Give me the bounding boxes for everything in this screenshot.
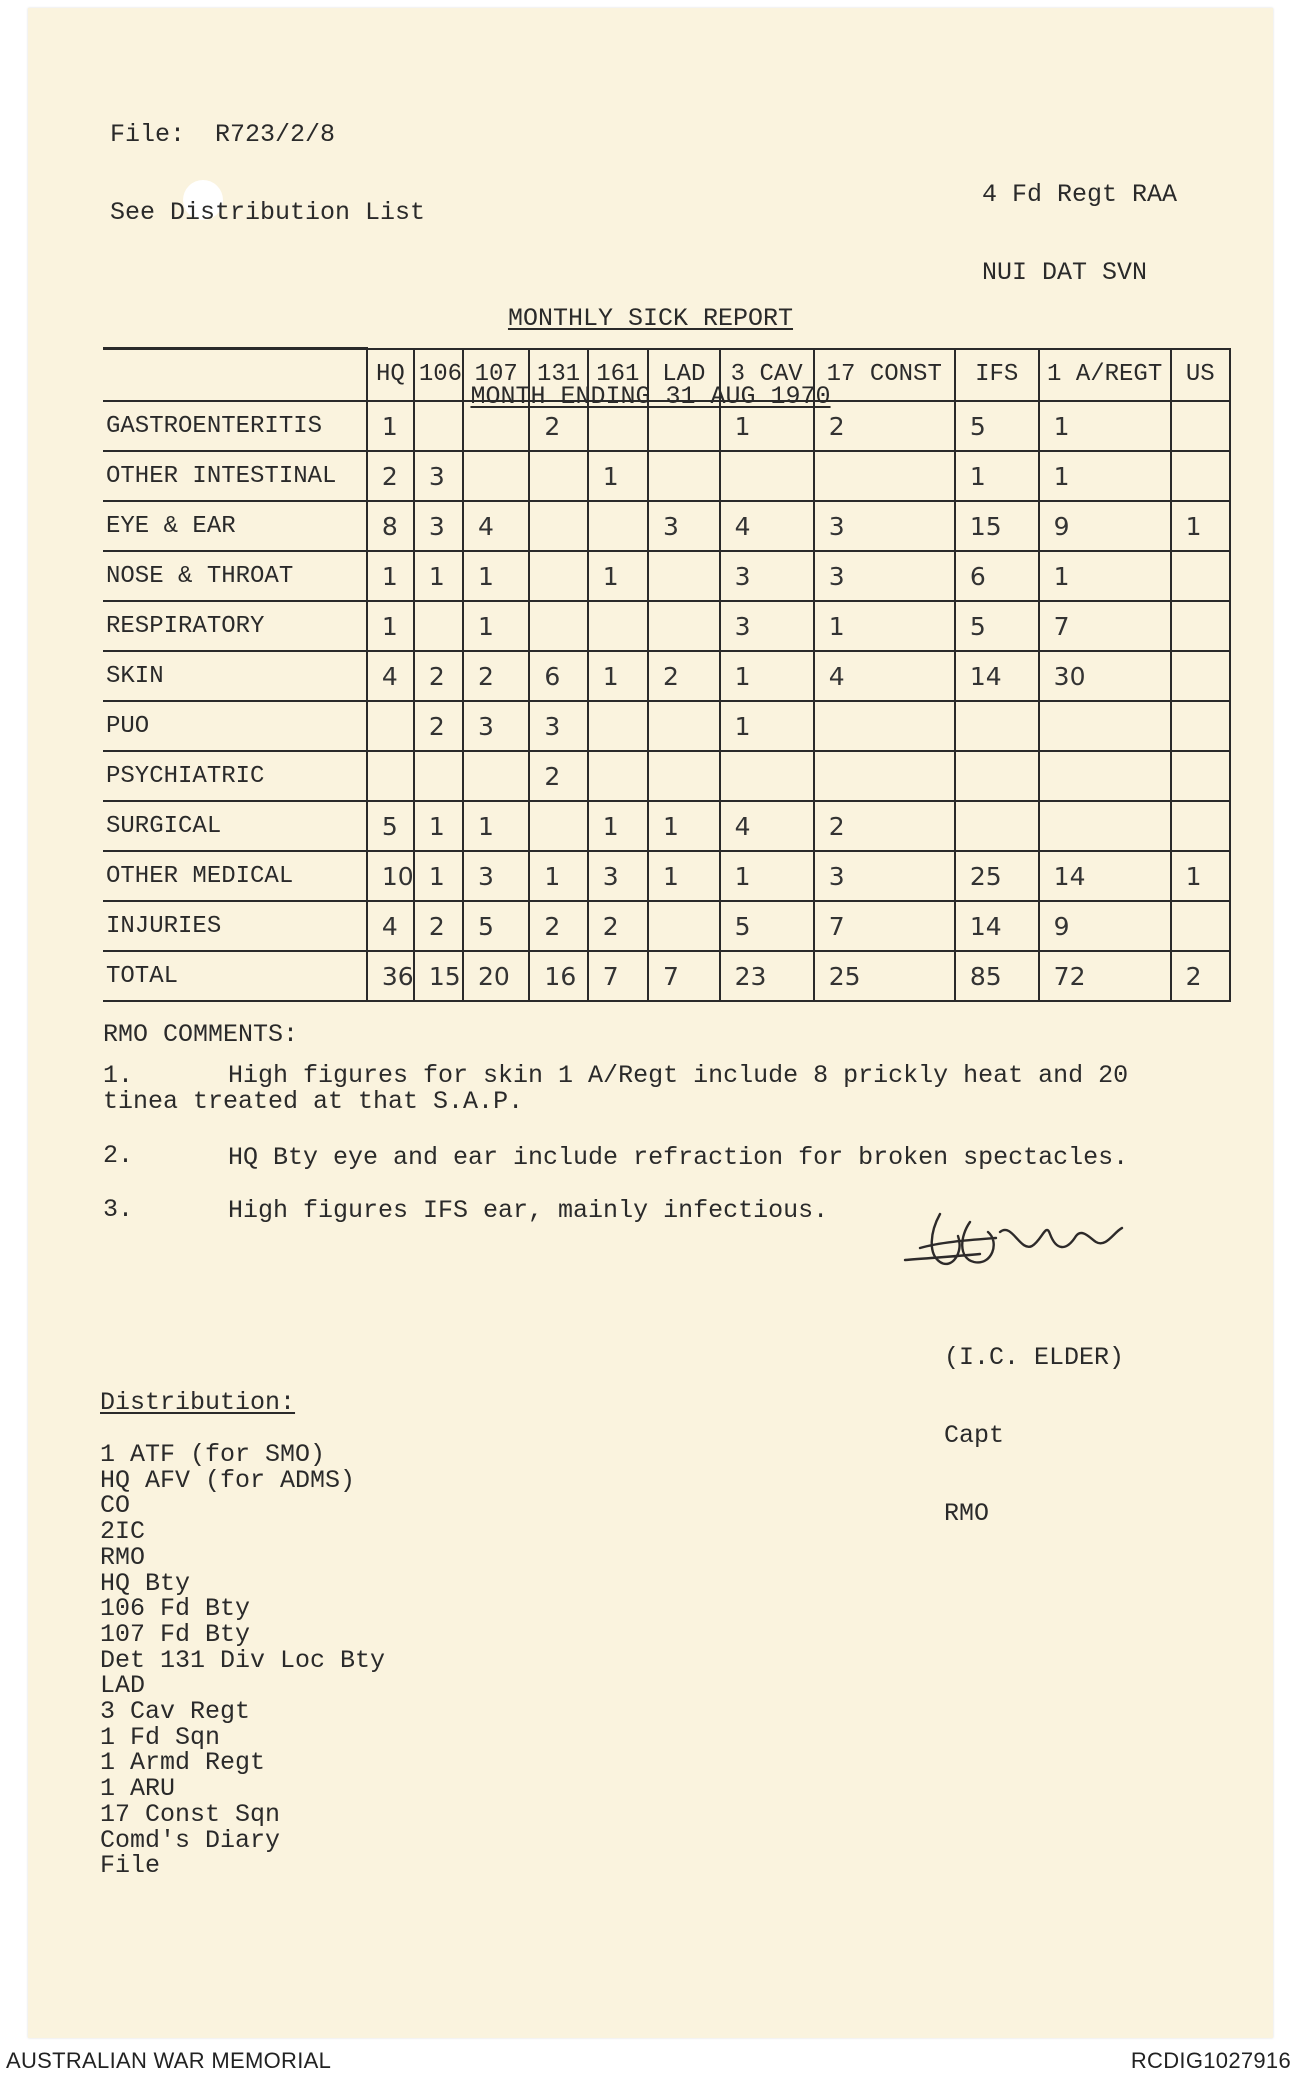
table-cell: 1 [720,401,814,451]
distribution-item: Comd's Diary [100,1825,281,1855]
table-cell [1171,751,1230,801]
table-cell [414,401,463,451]
table-cell: 2 [588,901,648,951]
comment-2-number: 2. [103,1141,134,1170]
distribution-item: 1 ARU [100,1774,176,1804]
table-cell: 7 [1039,601,1171,651]
table-cell [367,701,414,751]
distribution-title: Distribution: [100,1388,296,1417]
table-cell: 72 [1039,951,1171,1001]
table-cell: 1 [1039,451,1171,501]
table-cell: 1 [588,451,648,501]
table-cell: 2 [529,751,587,801]
table-cell: 1 [814,601,955,651]
row-label: INJURIES [103,901,367,951]
table-row [103,451,1230,501]
table-cell: 20 [463,951,529,1001]
table-cell [955,701,1039,751]
table-cell: 2 [814,801,955,851]
distribution-item: CO [100,1491,131,1521]
signatory-rank: Capt [944,1421,1005,1450]
column-header: 3 CAV [720,349,814,402]
table-header-row [103,349,1230,402]
table-cell: 1 [648,851,720,901]
table-cell: 1 [720,701,814,751]
table-cell [1171,601,1230,651]
table-cell: 6 [955,551,1039,601]
table-cell: 1 [720,851,814,901]
table-cell: 25 [955,851,1039,901]
table-cell: 23 [720,951,814,1001]
table-cell: 1 [529,851,587,901]
row-label: RESPIRATORY [103,601,367,651]
row-label: EYE & EAR [103,501,367,551]
table-cell: 4 [367,651,414,701]
table-cell: 3 [463,851,529,901]
row-label: PSYCHIATRIC [103,751,367,801]
table-cell [588,701,648,751]
table-cell [720,751,814,801]
table-cell: 3 [588,851,648,901]
distribution-item: HQ Bty [100,1568,191,1598]
table-cell: 1 [463,551,529,601]
table-cell [529,551,587,601]
comment-1-text: High figures for skin 1 A/Regt include 8 prickly heat and 20 [228,1061,1129,1090]
table-cell: 8 [367,501,414,551]
table-cell [648,601,720,651]
distribution-item: HQ AFV (for ADMS) [100,1465,356,1495]
table-cell [1171,701,1230,751]
table-cell [1039,751,1171,801]
table-cell: 1 [588,551,648,601]
distribution-item: Det 131 Div Loc Bty [100,1645,386,1675]
table-cell: 5 [463,901,529,951]
table-cell: 1 [1171,501,1230,551]
table-cell [1171,801,1230,851]
table-cell: 5 [955,601,1039,651]
table-corner-cell [103,349,367,402]
table-cell [648,751,720,801]
table-row [103,801,1230,851]
table-cell: 3 [814,501,955,551]
row-label: GASTROENTERITIS [103,401,367,451]
table-cell: 2 [414,901,463,951]
table-cell: 1 [463,601,529,651]
table-cell: 1 [588,651,648,701]
table-cell [1171,451,1230,501]
table-cell [1171,901,1230,951]
table-cell: 15 [414,951,463,1001]
table-row [103,601,1230,651]
table-cell: 3 [814,551,955,601]
table-cell [648,551,720,601]
table-cell: 1 [955,451,1039,501]
distribution-item: 106 Fd Bty [100,1594,251,1624]
signatory-role: RMO [944,1499,990,1528]
table-cell: 1 [1171,851,1230,901]
table-cell [588,501,648,551]
archive-reference: RCDIG1027916 [1130,2048,1291,2073]
table-cell: 7 [814,901,955,951]
table-row [103,901,1230,951]
column-header: IFS [955,349,1039,402]
table-cell: 5 [367,801,414,851]
table-cell: 7 [648,951,720,1001]
column-header: 106 [414,349,463,402]
table-cell: 4 [367,901,414,951]
column-header: HQ [367,349,414,402]
table-cell: 15 [955,501,1039,551]
handwritten-signature [900,1192,1160,1292]
table-cell: 10 [367,851,414,901]
table-cell: 5 [720,901,814,951]
column-header: 17 CONST [814,349,955,402]
table-cell [414,751,463,801]
table-cell [529,601,587,651]
table-row [103,501,1230,551]
table-cell: 2 [414,701,463,751]
table-cell [814,451,955,501]
comment-1-number: 1. [103,1061,134,1090]
table-cell: 1 [463,801,529,851]
table-cell: 1 [414,801,463,851]
sick-report-table [103,347,1231,1002]
column-header: 131 [529,349,587,402]
column-header: 1 A/REGT [1039,349,1171,402]
table-cell: 36 [367,951,414,1001]
signature-block [944,1293,1124,1553]
table-cell: 14 [955,901,1039,951]
distribution-item: 107 Fd Bty [100,1619,251,1649]
table-body [103,401,1230,1001]
table-cell: 4 [814,651,955,701]
distribution-item: 1 Fd Sqn [100,1722,221,1752]
table-cell [367,751,414,801]
table-cell: 85 [955,951,1039,1001]
table-cell: 7 [588,951,648,1001]
table-cell: 2 [1171,951,1230,1001]
archive-credit: AUSTRALIAN WAR MEMORIAL [6,2048,332,2073]
row-label: PUO [103,701,367,751]
table-cell [648,401,720,451]
table-cell [955,801,1039,851]
table-cell: 1 [367,551,414,601]
table-cell [529,501,587,551]
table-cell [463,751,529,801]
row-label: TOTAL [103,951,367,1001]
table-cell: 3 [463,701,529,751]
table-cell [588,401,648,451]
table-cell [814,751,955,801]
table-cell: 1 [1039,401,1171,451]
table-cell [588,601,648,651]
comment-1-continuation: tinea treated at that S.A.P. [103,1087,524,1116]
comment-2-text: HQ Bty eye and ear include refraction for broken spectacles. [228,1143,1129,1172]
table-cell: 1 [367,401,414,451]
row-label: SKIN [103,651,367,701]
table-cell: 3 [720,601,814,651]
table-cell [814,701,955,751]
unit-line-1: 4 Fd Regt RAA [982,180,1178,209]
table-cell: 5 [955,401,1039,451]
table-cell [648,901,720,951]
table-cell: 3 [648,501,720,551]
distribution-item: 2IC [100,1517,146,1547]
table-cell: 2 [814,401,955,451]
row-label: NOSE & THROAT [103,551,367,601]
table-cell [1171,551,1230,601]
distribution-item: 17 Const Sqn [100,1799,281,1829]
table-cell: 25 [814,951,955,1001]
table-cell: 2 [529,901,587,951]
column-header: 107 [463,349,529,402]
table-cell [720,451,814,501]
table-cell: 3 [814,851,955,901]
table-cell: 3 [720,551,814,601]
table-cell: 1 [414,851,463,901]
table-cell: 3 [529,701,587,751]
row-label: OTHER MEDICAL [103,851,367,901]
table-row [103,951,1230,1001]
table-cell: 30 [1039,651,1171,701]
table-cell: 1 [1039,551,1171,601]
row-label: OTHER INTESTINAL [103,451,367,501]
table-cell: 1 [720,651,814,701]
table-cell: 2 [648,651,720,701]
table-row [103,701,1230,751]
row-label: SURGICAL [103,801,367,851]
distribution-item: File [100,1851,161,1881]
table-cell: 1 [367,601,414,651]
rmo-comments-title: RMO COMMENTS: [103,1020,299,1049]
table-cell: 4 [463,501,529,551]
comment-3-number: 3. [103,1195,134,1224]
table-row [103,751,1230,801]
distribution-item: 1 ATF (for SMO) [100,1440,326,1469]
table-cell [1171,401,1230,451]
table-cell: 1 [648,801,720,851]
distribution-item: LAD [100,1671,146,1701]
table-row [103,651,1230,701]
table-cell [588,751,648,801]
table-cell: 14 [955,651,1039,701]
signatory-name: (I.C. ELDER) [944,1343,1125,1372]
table-row [103,551,1230,601]
column-header: US [1171,349,1230,402]
table-cell: 9 [1039,901,1171,951]
table-cell: 2 [529,401,587,451]
table-cell: 2 [367,451,414,501]
table-cell [648,451,720,501]
table-cell: 4 [720,801,814,851]
report-title-line-2: MONTH ENDING 31 AUG 1970 [470,382,831,411]
table-cell [648,701,720,751]
table-cell [463,401,529,451]
table-cell: 2 [414,651,463,701]
table-row [103,851,1230,901]
table-cell: 16 [529,951,587,1001]
unit-line-2: NUI DAT SVN [982,258,1148,287]
table-cell [414,601,463,651]
distribution-list [100,1442,385,1879]
table-cell: 3 [414,451,463,501]
table-cell [955,751,1039,801]
column-header: 161 [588,349,648,402]
table-cell: 4 [720,501,814,551]
table-cell: 3 [414,501,463,551]
table-cell [1039,701,1171,751]
table-cell [529,451,587,501]
table-cell [529,801,587,851]
table-cell: 14 [1039,851,1171,901]
distribution-item: 1 Armd Regt [100,1748,266,1778]
column-header: LAD [648,349,720,402]
table-cell [1039,801,1171,851]
report-title-line-1: MONTHLY SICK REPORT [507,304,794,333]
table-cell: 2 [463,651,529,701]
distribution-item: 3 Cav Regt [100,1697,251,1727]
table-cell: 6 [529,651,587,701]
comment-3-text: High figures IFS ear, mainly infectious. [228,1196,829,1225]
table-cell: 9 [1039,501,1171,551]
table-row [103,401,1230,451]
table-cell: 1 [414,551,463,601]
table-cell: 1 [588,801,648,851]
table-cell [463,451,529,501]
distribution-item: RMO [100,1542,146,1572]
table-cell [1171,651,1230,701]
file-reference: File: R723/2/8 [110,120,336,149]
see-distribution-note: See Distribution List [110,198,426,227]
